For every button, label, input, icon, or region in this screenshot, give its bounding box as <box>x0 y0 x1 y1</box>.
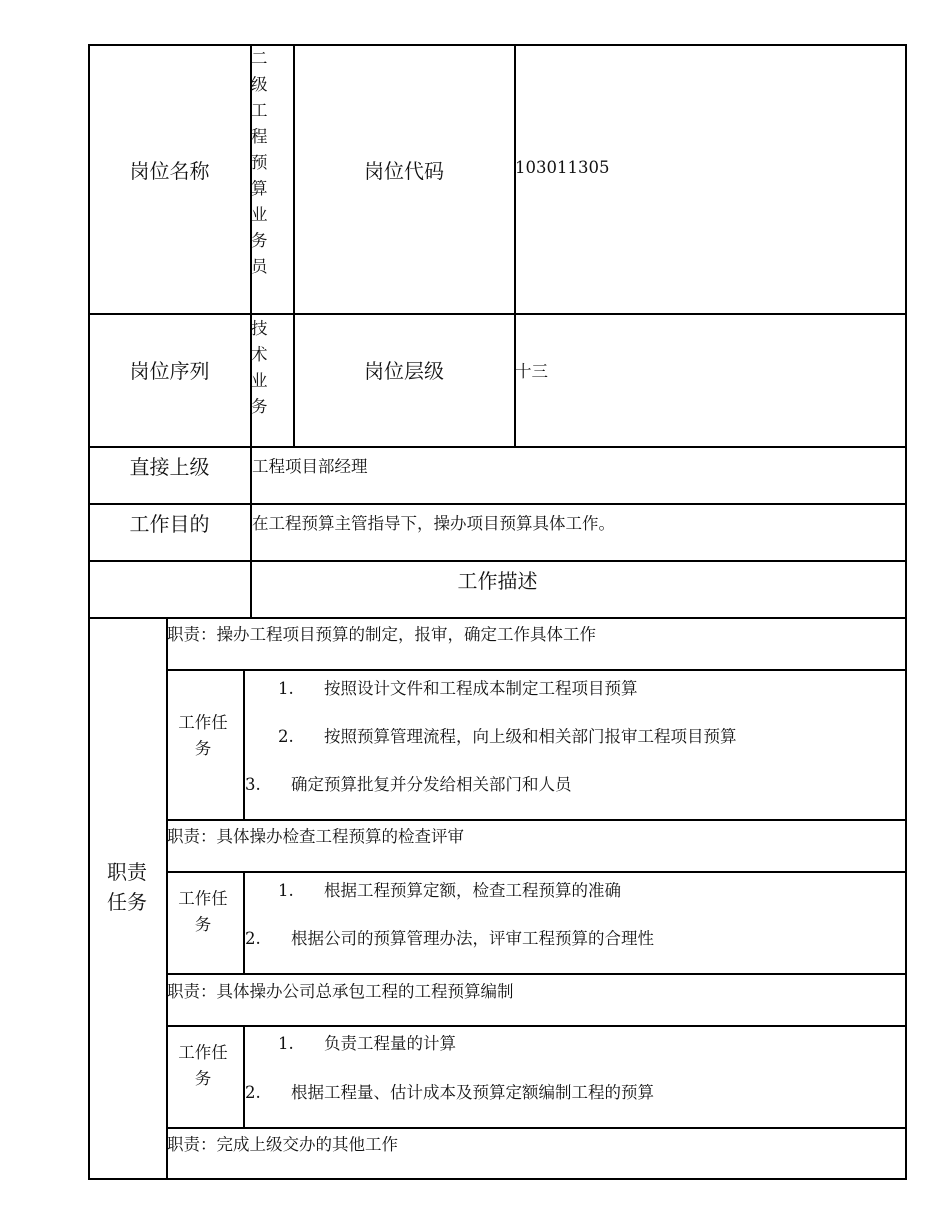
supervisor-value: 工程项目部经理 <box>252 457 368 476</box>
duty-1-task-3: 3. 确定预算批复并分发给相关部门和人员 <box>245 775 572 794</box>
post-series-value: 技术业务 <box>251 319 268 416</box>
duty-3-task-1: 1. 负责工程量的计算 <box>278 1034 456 1053</box>
duty-1-task-1: 1. 按照设计文件和工程成本制定工程项目预算 <box>278 679 638 698</box>
post-name-value: 二级工程预算业务员 <box>251 49 268 276</box>
post-name-label: 岗位名称 <box>129 159 210 183</box>
duty-4: 职责：完成上级交办的其他工作 <box>167 1135 398 1154</box>
post-code-label: 岗位代码 <box>364 159 444 183</box>
task-label-3: 工作任务 <box>178 1043 228 1088</box>
duty-2-task-1: 1. 根据工程预算定额，检查工程预算的准确 <box>278 881 621 900</box>
duty-3-task-2: 2. 根据工程量、估计成本及预算定额编制工程的预算 <box>245 1083 654 1102</box>
supervisor-label: 直接上级 <box>129 455 210 479</box>
post-level-value: 十三 <box>515 362 548 381</box>
post-level-label: 岗位层级 <box>364 359 444 383</box>
purpose-value: 在工程预算主管指导下，操办项目预算具体工作。 <box>252 514 615 533</box>
purpose-label: 工作目的 <box>129 512 210 536</box>
task-label-2: 工作任务 <box>178 889 228 934</box>
duty-2: 职责：具体操办检查工程预算的检查评审 <box>167 827 464 846</box>
duty-3: 职责：具体操办公司总承包工程的工程预算编制 <box>167 982 514 1001</box>
section-label: 职责任务 <box>107 860 147 914</box>
duty-2-task-2: 2. 根据公司的预算管理办法，评审工程预算的合理性 <box>245 929 654 948</box>
post-code-value: 103011305 <box>515 158 610 177</box>
job-description-table <box>88 44 907 1180</box>
duty-1: 职责：操办工程项目预算的制定，报审，确定工作具体工作 <box>167 625 596 644</box>
post-series-label: 岗位序列 <box>129 359 210 383</box>
task-label-1: 工作任务 <box>178 713 228 758</box>
description-title: 工作描述 <box>457 569 538 593</box>
duty-1-task-2: 2. 按照预算管理流程，向上级和相关部门报审工程项目预算 <box>278 727 737 746</box>
